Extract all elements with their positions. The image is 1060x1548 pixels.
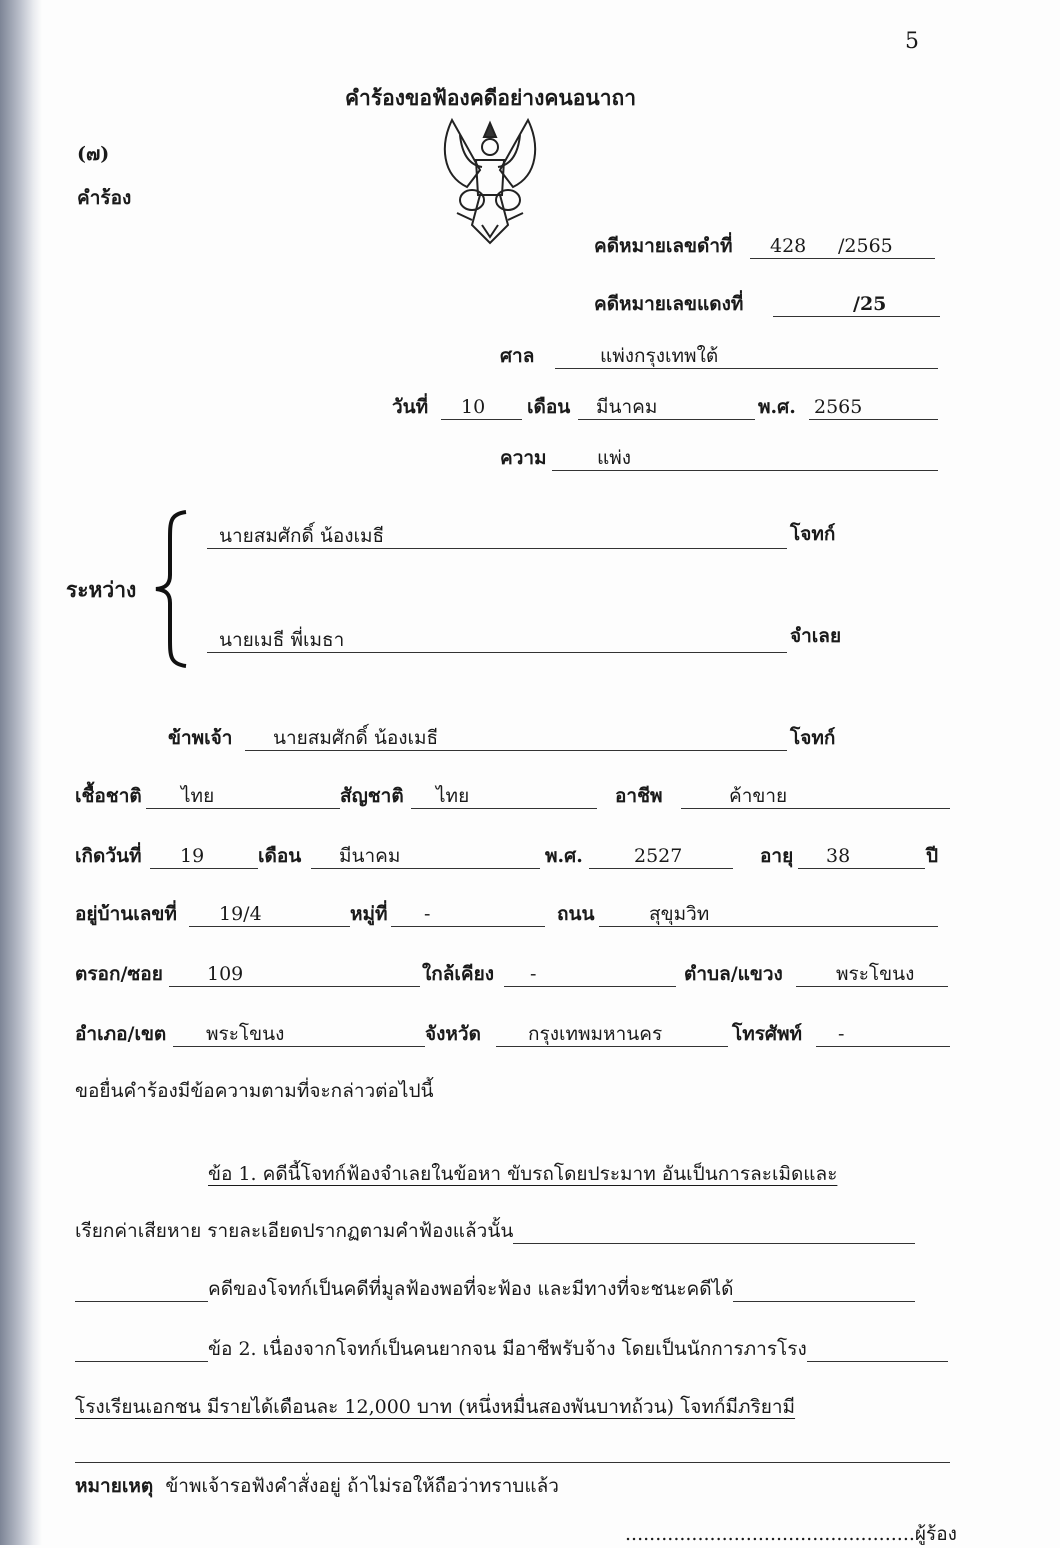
signature-dots: ................................................ <box>625 1523 915 1545</box>
body-line-3: คดีของโจทก์เป็นคดีที่มูลฟ้องพอที่จะฟ้อง และมีทางที่จะชนะคดีได้ <box>208 1275 733 1303</box>
nationality-label: สัญชาติ <box>340 785 404 807</box>
birth-day-label: เกิดวันที่ <box>75 845 142 867</box>
race-value: ไทย <box>181 785 215 807</box>
form-code: (๗) <box>77 143 110 165</box>
defendant-name: นายเมธี พี่เมธา <box>219 629 345 651</box>
note <box>75 1472 559 1500</box>
date-month: มีนาคม <box>596 396 658 418</box>
black-case-year: /2565 <box>838 235 893 257</box>
road-value: สุขุมวิท <box>649 903 710 925</box>
birth-month-label: เดือน <box>258 845 302 867</box>
signature-line <box>625 1520 957 1548</box>
signature-label: ผู้ร้อง <box>914 1523 957 1545</box>
between-label: ระหว่าง <box>66 577 137 602</box>
date-month-label: เดือน <box>527 396 571 418</box>
district-field[interactable] <box>173 1020 425 1047</box>
defendant-label: จำเลย <box>790 625 842 647</box>
court-label: ศาล <box>500 345 535 367</box>
birth-month-field[interactable] <box>311 842 540 869</box>
district-value: พระโขนง <box>206 1023 285 1045</box>
nearby-value: - <box>530 963 537 985</box>
date-day: 10 <box>461 396 486 418</box>
body-line-2: เรียกค่าเสียหาย รายละเอียดปรากฏตามคำฟ้องแล้วนั้น <box>75 1217 513 1245</box>
date-year-label: พ.ศ. <box>758 396 796 418</box>
court-field[interactable] <box>555 342 938 369</box>
birth-year-label: พ.ศ. <box>545 845 583 867</box>
red-case-number: /25 <box>853 293 887 315</box>
occupation-label: อาชีพ <box>615 785 663 807</box>
phone-value: - <box>838 1023 845 1045</box>
plaintiff-name: นายสมศักดิ์ น้องเมธี <box>219 525 385 547</box>
birth-year: 2527 <box>634 845 683 867</box>
plaintiff-label: โจทก์ <box>790 523 836 545</box>
province-label: จังหวัด <box>425 1023 481 1045</box>
age-field[interactable] <box>798 842 925 869</box>
matter-field[interactable] <box>552 444 938 471</box>
nearby-field[interactable] <box>504 960 676 987</box>
soi-value: 109 <box>207 963 244 985</box>
court-value: แพ่งกรุงเทพใต้ <box>600 345 719 367</box>
nationality-field[interactable] <box>411 782 597 809</box>
garuda-emblem <box>432 115 548 245</box>
nearby-label: ใกล้เคียง <box>422 963 495 985</box>
age-label: อายุ <box>760 845 794 867</box>
race-field[interactable] <box>146 782 340 809</box>
scan-page-edge <box>0 0 42 1545</box>
red-case-number-field[interactable] <box>773 290 940 317</box>
body-rule-6 <box>75 1462 950 1463</box>
black-case-number-field[interactable] <box>750 232 935 259</box>
petitioner-name: นายสมศักดิ์ น้องเมธี <box>273 727 439 749</box>
body-line-1: ข้อ 1. คดีนี้โจทก์ฟ้องจำเลยในข้อหา ขับรถโดยประมาท อันเป็นการละเมิดและ <box>208 1163 838 1185</box>
page-number: 5 <box>905 29 919 54</box>
note-text: ข้าพเจ้ารอฟังคำสั่งอยู่ ถ้าไม่รอให้ถือว่าทราบแล้ว <box>165 1475 559 1497</box>
age-value: 38 <box>826 845 851 867</box>
matter-value: แพ่ง <box>597 447 632 469</box>
date-year: 2565 <box>814 396 863 418</box>
document-title: คำร้องขอฟ้องคดีอย่างคนอนาถา <box>345 85 637 110</box>
occupation-value: ค้าขาย <box>729 785 788 807</box>
house-number-field[interactable] <box>189 900 350 927</box>
subdistrict-field[interactable] <box>796 960 948 987</box>
body-line-5: โรงเรียนเอกชน มีรายได้เดือนละ 12,000 บาท (หนึ่งหมื่นสองพันบาทถ้วน) โจทก์มีภริยามี <box>75 1396 796 1418</box>
red-case-number-label: คดีหมายเลขแดงที่ <box>594 293 744 315</box>
plaintiff-name-field[interactable] <box>207 522 787 549</box>
occupation-field[interactable] <box>681 782 950 809</box>
petitioner-role: โจทก์ <box>790 727 836 749</box>
district-label: อำเภอ/เขต <box>75 1023 167 1045</box>
moo-field[interactable] <box>391 900 545 927</box>
house-number: 19/4 <box>219 903 262 925</box>
date-day-label: วันที่ <box>392 396 429 418</box>
road-label: ถนน <box>557 903 595 925</box>
soi-label: ตรอก/ซอย <box>75 963 163 985</box>
moo-label: หมู่ที่ <box>350 903 388 925</box>
subdistrict-value: พระโขนง <box>836 963 915 985</box>
form-type: คำร้อง <box>77 187 132 209</box>
house-number-label: อยู่บ้านเลขที่ <box>75 903 177 925</box>
petitioner-name-field[interactable] <box>245 724 787 751</box>
petitioner-label: ข้าพเจ้า <box>168 727 233 749</box>
province-field[interactable] <box>496 1020 728 1047</box>
date-day-field[interactable] <box>441 393 522 420</box>
moo-value: - <box>424 903 431 925</box>
body-line-4: ข้อ 2. เนื่องจากโจทก์เป็นคนยากจน มีอาชีพรับจ้าง โดยเป็นนักการภารโรง <box>208 1335 807 1363</box>
road-field[interactable] <box>599 900 938 927</box>
phone-label: โทรศัพท์ <box>732 1023 803 1045</box>
matter-label: ความ <box>500 447 547 469</box>
birth-year-field[interactable] <box>589 842 733 869</box>
race-label: เชื้อชาติ <box>75 785 142 807</box>
birth-day: 19 <box>180 845 205 867</box>
defendant-name-field[interactable] <box>207 626 787 653</box>
black-case-number: 428 <box>770 235 807 257</box>
subdistrict-label: ตำบล/แขวง <box>684 963 783 985</box>
date-month-field[interactable] <box>578 393 755 420</box>
date-year-field[interactable] <box>809 393 938 420</box>
soi-field[interactable] <box>169 960 420 987</box>
nationality-value: ไทย <box>436 785 470 807</box>
phone-field[interactable] <box>816 1020 950 1047</box>
intro-text: ขอยื่นคำร้องมีข้อความตามที่จะกล่าวต่อไปนี้ <box>75 1080 434 1102</box>
age-unit: ปี <box>926 845 939 867</box>
province-value: กรุงเทพมหานคร <box>528 1023 663 1045</box>
birth-day-field[interactable] <box>150 842 258 869</box>
brace-icon <box>152 510 192 668</box>
birth-month: มีนาคม <box>339 845 401 867</box>
note-label: หมายเหตุ <box>75 1475 154 1497</box>
black-case-number-label: คดีหมายเลขดำที่ <box>594 235 733 257</box>
